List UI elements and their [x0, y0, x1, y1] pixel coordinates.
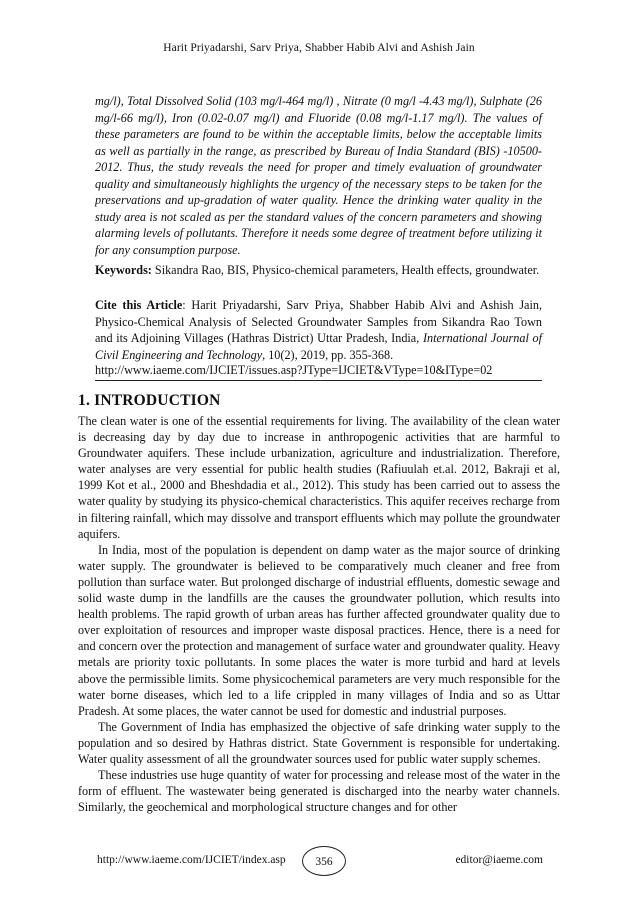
footer-email-link[interactable]: editor@iaeme.com [455, 854, 543, 866]
keywords-label: Keywords: [95, 263, 152, 277]
running-header: Harit Priyadarshi, Sarv Priya, Shabber Habib Alvi and Ashish Jain [163, 42, 475, 54]
citation-text: : Harit Priyadarshi, Sarv Priya, Shabber Habib Alvi and Ashish Jain, Physico-Chemical Analysis of Selected Groundwater Samples from Sikandra Rao Town and its Adjoining Villages (Hathras District) Uttar Pradesh, India, [95, 298, 542, 345]
section-body [78, 413, 560, 815]
section-heading: 1. INTRODUCTION [78, 392, 221, 409]
abstract-text: mg/l), Total Dissolved Solid (103 mg/l-464 mg/l) , Nitrate (0 mg/l -4.43 mg/l), Sulphate (26 mg/l-66 mg/l), Iron (0.02-0.07 mg/l) and Fluoride (0.08 mg/l-1.17 mg/l). The values of these parameters are found to be within the acceptable limits, below the acceptable limits as well as partially in the range, as prescribed by Bureau of India Standard (BIS) -10500-2012. Thus, the study reveals the need for proper and timely evaluation of groundwater quality and simultaneously highlights the urgency of the necessary steps to be taken for the preservations and up-gradation of water quality. Hence the drinking water quality in the study area is not scaled as per the standard values of the concern parameters and showing alarming levels of pollutants. Therefore it needs some degree of treatment before utilizing it for any consumption purpose. [95, 94, 542, 257]
footer-site-link[interactable]: http://www.iaeme.com/IJCIET/index.asp [97, 854, 286, 866]
paragraph: The Government of India has emphasized the objective of safe drinking water supply to the population and so desired by Hathras district. State Government is responsible for undertaking. Water quality assessment of all the groundwater sources used for public water supply schemes. [78, 719, 560, 766]
page-footer [0, 846, 638, 876]
citation-journal: International Journal of Civil Engineering and Technology [95, 331, 542, 362]
citation [95, 297, 542, 363]
citation-label: Cite this Article [95, 298, 183, 312]
article-url-link[interactable]: http://www.iaeme.com/IJCIET/issues.asp?JType=IJCIET&VType=10&IType=02 [95, 362, 542, 381]
keywords [95, 262, 542, 279]
keywords-text: Sikandra Rao, BIS, Physico-chemical parameters, Health effects, groundwater. [154, 263, 540, 277]
page-number: 356 [302, 846, 346, 876]
citation-volume: , 10(2), 2019, pp. 355-368. [262, 347, 394, 362]
paragraph: The clean water is one of the essential requirements for living. The availability of the clean water is decreasing day by day due to increase in anthropogenic activities that are harmful to Groundwater aquifers. These include urbanization, agriculture and industrialization. Therefore, water analyses are very essential for public health studies (Rafiuulah et.al. 2012, Bakraji et al, 1999 Kot et al., 2000 and Bheshdadia et al., 2012). This study has been carried out to assess the water quality by studying its physico-chemical characteristics. This aquifer receives recharge from in filtering rainfall, which may dissolve and transport effluents which may pollute the groundwater aquifers. [78, 414, 560, 541]
paragraph: These industries use huge quantity of water for processing and release most of the water in the form of effluent. The wastewater being generated is discharged into the nearby water channels. Similarly, the geochemical and morphological structure changes and for other [78, 768, 560, 815]
paragraph: In India, most of the population is dependent on damp water as the major source of drinking water supply. The groundwater is believed to be comparatively much cleaner and free from pollution than surface water. But prolonged discharge of industrial effluents, domestic sewage and solid waste dump in the landfills are the causes the groundwater pollution, which results into health problems. The rapid growth of urban areas has further affected groundwater quality due to over exploitation of resources and improper waste disposal practices. Hence, there is a need for and concern over the protection and management of surface water and groundwater quality. Heavy metals are priority toxic pollutants. In some places the water is more turbid and hard at levels above the permissible limits. Some physicochemical parameters are very much responsible for the water borne diseases, which led to a life crippled in many villages of India and so as Uttar Pradesh. At some places, the water cannot be used for domestic and industrial purposes. [78, 542, 560, 718]
